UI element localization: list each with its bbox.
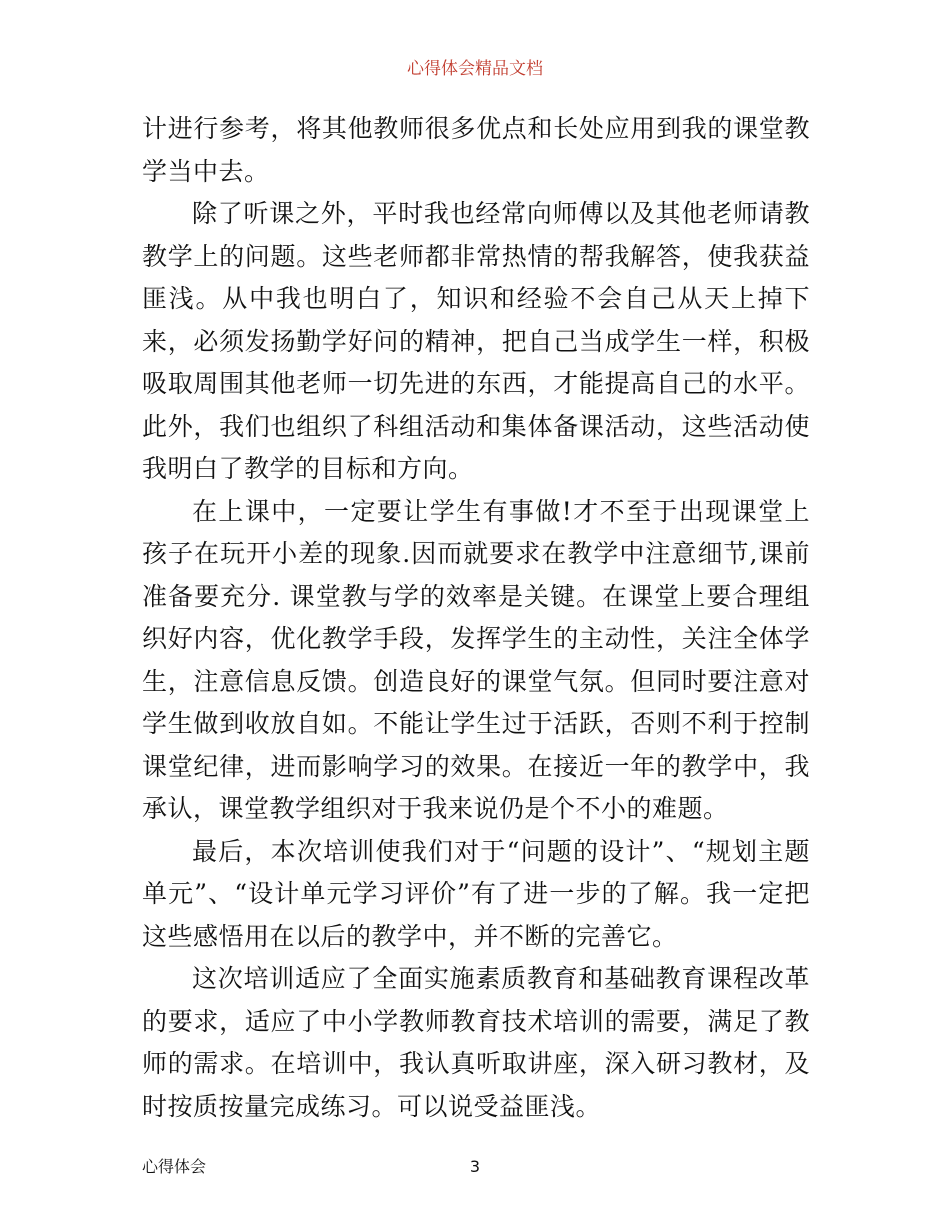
page-number: 3 [469, 1157, 481, 1176]
paragraph: 除了听课之外，平时我也经常向师傅以及其他老师请教教学上的问题。这些老师都非常热情的帮我解答，使我获益匪浅。从中我也明白了，知识和经验不会自己从天上掉下来，必须发扬勤学好问的精神，把自己当成学生一样，积极吸取周围其他老师一切先进的东西，才能提高自己的水平。此外，我们也组织了科组活动和集体备课活动，这些活动使我明白了教学的目标和方向。 [142, 199, 810, 483]
paragraph: 这次培训适应了全面实施素质教育和基础教育课程改革的要求，适应了中小学教师教育技术培训的需要，满足了教师的需求。在培训中，我认真听取讲座，深入研习教材，及时按质按量完成练习。可以说受益匪浅。 [142, 964, 810, 1121]
paragraph-continuation: 计进行参考，将其他教师很多优点和长处应用到我的课堂教学当中去。 [142, 114, 810, 186]
paragraph: 最后，本次培训使我们对于“问题的设计”、“规划主题单元”、“设计单元学习评价”有了进一步的了解。我一定把这些感悟用在以后的教学中，并不断的完善它。 [142, 836, 810, 951]
paragraph: 在上课中，一定要让学生有事做!才不至于出现课堂上孩子在玩开小差的现象.因而就要求在教学中注意细节,课前准备要充分. 课堂教与学的效率是关键。在课堂上要合理组织好内容，优化教学手段，发挥学生的主动性，关注全体学生，注意信息反馈。创造良好的课堂气氛。但同时要注意对学生做到收放自如。不能让学生过于活跃，否则不利于控制课堂纪律，进而影响学习的效果。在接近一年的教学中，我承认，课堂教学组织对于我来说仍是个不小的难题。 [142, 496, 810, 823]
body-text [142, 108, 810, 1128]
footer-label: 心得体会 [142, 1157, 207, 1176]
header-title: 心得体会精品文档 [407, 59, 543, 79]
